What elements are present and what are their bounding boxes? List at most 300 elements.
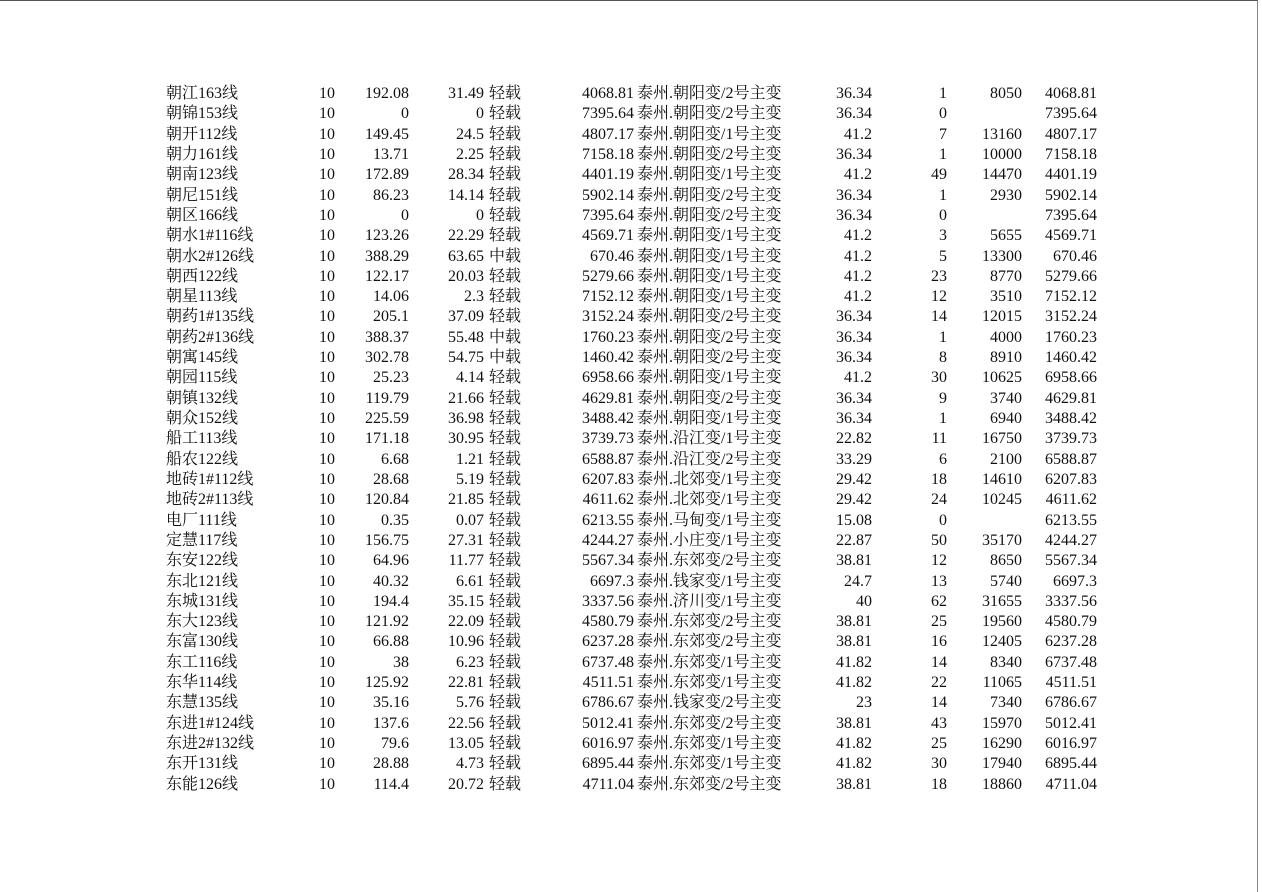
cell-status: 轻载 xyxy=(489,369,522,387)
cell-load-rate: 5.19 xyxy=(456,470,484,488)
cell-current: 14.06 xyxy=(373,288,409,306)
cell-voltage: 10 xyxy=(319,531,335,549)
cell-line: 朝水1#116线 xyxy=(166,227,254,245)
cell-transformer: 泰州.朝阳变/2号主变 xyxy=(637,186,782,204)
cell-margin: 6895.44 xyxy=(582,755,634,773)
cell-users: 43 xyxy=(931,714,947,732)
cell-margin: 4611.62 xyxy=(582,491,634,509)
cell-transformer: 泰州.济川变/1号主变 xyxy=(637,592,782,610)
cell-status: 轻载 xyxy=(489,775,522,793)
cell-status: 轻载 xyxy=(489,186,522,204)
cell-line: 定慧117线 xyxy=(166,531,238,549)
cell-transformer: 泰州.东郊变/2号主变 xyxy=(637,775,782,793)
cell-capacity: 40 xyxy=(856,592,872,610)
cell-voltage: 10 xyxy=(319,450,335,468)
cell-available: 6588.87 xyxy=(1045,450,1097,468)
table-row xyxy=(0,328,1200,348)
cell-capacity: 41.2 xyxy=(844,288,872,306)
cell-status: 轻载 xyxy=(489,735,522,752)
cell-voltage: 10 xyxy=(319,653,335,671)
cell-margin: 5279.66 xyxy=(582,267,634,285)
table-row xyxy=(0,714,1200,734)
cell-user-capacity: 16290 xyxy=(982,735,1022,752)
cell-transformer: 泰州.东郊变/2号主变 xyxy=(637,552,782,570)
cell-users: 18 xyxy=(931,470,947,488)
cell-current: 79.6 xyxy=(381,735,409,752)
cell-load-rate: 2.25 xyxy=(456,145,484,163)
cell-transformer: 泰州.东郊变/2号主变 xyxy=(637,714,782,732)
cell-capacity: 41.2 xyxy=(844,369,872,387)
cell-available: 4068.81 xyxy=(1045,85,1097,102)
table-row xyxy=(0,267,1200,287)
cell-line: 船工113线 xyxy=(166,430,238,448)
cell-available: 7158.18 xyxy=(1045,145,1097,163)
cell-load-rate: 22.81 xyxy=(448,674,484,692)
cell-available: 3739.73 xyxy=(1045,430,1097,448)
cell-transformer: 泰州.东郊变/1号主变 xyxy=(637,674,782,692)
cell-margin: 4711.04 xyxy=(582,775,634,793)
cell-load-rate: 21.85 xyxy=(448,491,484,509)
cell-voltage: 10 xyxy=(319,775,335,793)
cell-user-capacity xyxy=(947,511,1022,531)
cell-capacity: 29.42 xyxy=(836,470,872,488)
cell-available: 670.46 xyxy=(1053,247,1097,265)
cell-current: 35.16 xyxy=(373,694,409,712)
cell-capacity: 36.34 xyxy=(836,105,872,123)
cell-line: 地砖2#113线 xyxy=(166,491,254,509)
cell-margin: 4068.81 xyxy=(582,85,634,102)
cell-load-rate: 4.73 xyxy=(456,755,484,773)
cell-current: 40.32 xyxy=(373,572,409,590)
cell-line: 东富130线 xyxy=(166,633,239,651)
cell-status: 轻载 xyxy=(489,166,522,184)
cell-margin: 3488.42 xyxy=(582,410,634,427)
cell-current: 119.79 xyxy=(365,389,409,407)
cell-margin: 6697.3 xyxy=(590,572,634,590)
cell-line: 朝锦153线 xyxy=(166,105,239,123)
cell-users: 25 xyxy=(931,613,947,631)
cell-users: 1 xyxy=(939,186,947,204)
cell-available: 4711.04 xyxy=(1045,775,1097,793)
cell-user-capacity: 11065 xyxy=(982,674,1022,692)
cell-margin: 3337.56 xyxy=(582,592,634,610)
cell-voltage: 10 xyxy=(319,105,335,123)
cell-transformer: 泰州.朝阳变/1号主变 xyxy=(637,125,782,143)
cell-user-capacity: 8770 xyxy=(990,267,1022,285)
cell-user-capacity: 3510 xyxy=(990,288,1022,306)
cell-status: 轻载 xyxy=(489,389,522,407)
cell-available: 6958.66 xyxy=(1045,369,1097,387)
cell-available: 6697.3 xyxy=(1053,572,1097,590)
cell-users: 1 xyxy=(939,328,947,346)
cell-current: 122.17 xyxy=(365,267,409,285)
cell-current: 156.75 xyxy=(365,531,409,549)
cell-status: 轻载 xyxy=(489,653,522,671)
table-row xyxy=(0,734,1200,754)
cell-available: 1760.23 xyxy=(1045,328,1097,346)
cell-voltage: 10 xyxy=(319,613,335,631)
cell-capacity: 41.2 xyxy=(844,125,872,143)
cell-status: 轻载 xyxy=(489,267,522,285)
cell-transformer: 泰州.北郊变/1号主变 xyxy=(637,470,782,488)
cell-line: 朝西122线 xyxy=(166,267,239,285)
cell-line: 朝力161线 xyxy=(166,145,239,163)
cell-line: 东进1#124线 xyxy=(166,714,255,732)
table-row xyxy=(0,653,1200,673)
cell-available: 5567.34 xyxy=(1045,552,1097,570)
cell-user-capacity: 5655 xyxy=(990,227,1022,245)
cell-line: 朝水2#126线 xyxy=(166,247,255,265)
table-row xyxy=(0,307,1200,327)
cell-status: 轻载 xyxy=(489,105,522,123)
cell-transformer: 泰州.朝阳变/2号主变 xyxy=(637,328,782,346)
cell-margin: 670.46 xyxy=(590,247,634,265)
cell-voltage: 10 xyxy=(319,349,335,367)
cell-line: 地砖1#112线 xyxy=(166,470,254,488)
cell-users: 12 xyxy=(931,552,947,570)
cell-capacity: 24.7 xyxy=(844,572,872,590)
cell-status: 轻载 xyxy=(489,511,522,529)
cell-margin: 7395.64 xyxy=(582,206,634,224)
cell-current: 192.08 xyxy=(365,85,409,102)
cell-voltage: 10 xyxy=(319,166,335,184)
cell-user-capacity: 31655 xyxy=(982,592,1022,610)
cell-voltage: 10 xyxy=(319,125,335,143)
table-row xyxy=(0,450,1200,470)
cell-transformer: 泰州.马甸变/1号主变 xyxy=(637,511,782,529)
cell-available: 4401.19 xyxy=(1045,166,1097,184)
cell-line: 东安122线 xyxy=(166,552,239,570)
cell-load-rate: 22.29 xyxy=(448,227,484,245)
cell-available: 6237.28 xyxy=(1045,633,1097,651)
cell-load-rate: 21.66 xyxy=(448,389,484,407)
cell-capacity: 38.81 xyxy=(836,552,872,570)
cell-transformer: 泰州.东郊变/1号主变 xyxy=(637,755,782,773)
cell-capacity: 36.34 xyxy=(836,349,872,367)
cell-voltage: 10 xyxy=(319,572,335,590)
cell-status: 中载 xyxy=(489,247,522,265)
cell-user-capacity: 3740 xyxy=(990,389,1022,407)
cell-current: 388.37 xyxy=(365,328,409,346)
cell-voltage: 10 xyxy=(319,735,335,752)
cell-available: 4611.62 xyxy=(1045,491,1097,509)
cell-voltage: 10 xyxy=(319,511,335,529)
cell-status: 轻载 xyxy=(489,755,522,773)
cell-status: 轻载 xyxy=(489,206,522,224)
cell-line: 东开131线 xyxy=(166,755,239,773)
cell-current: 120.84 xyxy=(365,491,409,509)
cell-line: 朝尼151线 xyxy=(166,186,239,204)
cell-voltage: 10 xyxy=(319,288,335,306)
cell-current: 86.23 xyxy=(373,186,409,204)
cell-available: 4511.51 xyxy=(1045,674,1097,692)
cell-available: 4807.17 xyxy=(1045,125,1097,143)
cell-user-capacity: 14470 xyxy=(982,166,1022,184)
cell-load-rate: 4.14 xyxy=(456,369,484,387)
cell-users: 30 xyxy=(931,369,947,387)
cell-transformer: 泰州.沿江变/1号主变 xyxy=(637,430,782,448)
table-row xyxy=(0,409,1200,429)
cell-available: 7395.64 xyxy=(1045,105,1097,123)
cell-load-rate: 36.98 xyxy=(448,410,484,427)
cell-voltage: 10 xyxy=(319,369,335,387)
cell-current: 28.88 xyxy=(373,755,409,773)
table-row xyxy=(0,206,1200,226)
cell-capacity: 36.34 xyxy=(836,410,872,427)
table-row xyxy=(0,470,1200,490)
table-row xyxy=(0,754,1200,774)
cell-transformer: 泰州.东郊变/2号主变 xyxy=(637,633,782,651)
cell-available: 7395.64 xyxy=(1045,206,1097,224)
cell-load-rate: 5.76 xyxy=(456,694,484,712)
cell-voltage: 10 xyxy=(319,328,335,346)
cell-available: 5279.66 xyxy=(1045,267,1097,285)
cell-user-capacity: 6940 xyxy=(990,410,1022,427)
cell-transformer: 泰州.朝阳变/2号主变 xyxy=(637,206,782,224)
cell-voltage: 10 xyxy=(319,145,335,163)
cell-voltage: 10 xyxy=(319,85,335,102)
cell-voltage: 10 xyxy=(319,633,335,651)
cell-status: 轻载 xyxy=(489,674,522,692)
cell-available: 4244.27 xyxy=(1045,531,1097,549)
cell-load-rate: 0 xyxy=(476,206,484,224)
cell-line: 朝镇132线 xyxy=(166,389,239,407)
cell-current: 123.26 xyxy=(365,227,409,245)
table-row xyxy=(0,104,1200,124)
cell-line: 朝药2#136线 xyxy=(166,328,255,346)
cell-users: 9 xyxy=(939,389,947,407)
cell-available: 3152.24 xyxy=(1045,308,1097,326)
cell-current: 13.71 xyxy=(373,145,409,163)
cell-capacity: 38.81 xyxy=(836,775,872,793)
cell-users: 30 xyxy=(931,755,947,773)
table-row xyxy=(0,612,1200,632)
table-row xyxy=(0,226,1200,246)
cell-user-capacity: 15970 xyxy=(982,714,1022,732)
cell-voltage: 10 xyxy=(319,308,335,326)
cell-capacity: 38.81 xyxy=(836,714,872,732)
cell-available: 3337.56 xyxy=(1045,592,1097,610)
cell-margin: 3739.73 xyxy=(582,430,634,448)
cell-load-rate: 10.96 xyxy=(448,633,484,651)
cell-user-capacity: 2930 xyxy=(990,186,1022,204)
cell-voltage: 10 xyxy=(319,430,335,448)
cell-current: 388.29 xyxy=(365,247,409,265)
cell-transformer: 泰州.朝阳变/2号主变 xyxy=(637,349,782,367)
cell-voltage: 10 xyxy=(319,410,335,427)
cell-line: 朝区166线 xyxy=(166,206,239,224)
cell-capacity: 22.87 xyxy=(836,531,872,549)
cell-current: 125.92 xyxy=(365,674,409,692)
cell-current: 302.78 xyxy=(365,349,409,367)
cell-line: 电厂111线 xyxy=(166,511,237,529)
cell-margin: 6016.97 xyxy=(582,735,634,752)
cell-transformer: 泰州.沿江变/2号主变 xyxy=(637,450,782,468)
cell-current: 66.88 xyxy=(373,633,409,651)
cell-capacity: 36.34 xyxy=(836,308,872,326)
cell-user-capacity: 17940 xyxy=(982,755,1022,773)
cell-line: 东北121线 xyxy=(166,572,239,590)
cell-status: 轻载 xyxy=(489,552,522,570)
cell-current: 6.68 xyxy=(381,450,409,468)
cell-available: 6016.97 xyxy=(1045,735,1097,752)
cell-line: 朝园115线 xyxy=(166,369,238,387)
cell-user-capacity: 35170 xyxy=(982,531,1022,549)
cell-user-capacity: 13160 xyxy=(982,125,1022,143)
cell-status: 轻载 xyxy=(489,145,522,163)
cell-load-rate: 13.05 xyxy=(448,735,484,752)
cell-transformer: 泰州.朝阳变/1号主变 xyxy=(637,410,782,427)
cell-voltage: 10 xyxy=(319,755,335,773)
cell-load-rate: 1.21 xyxy=(456,450,484,468)
cell-capacity: 29.42 xyxy=(836,491,872,509)
cell-capacity: 41.2 xyxy=(844,227,872,245)
cell-margin: 7152.12 xyxy=(582,288,634,306)
table-row xyxy=(0,145,1200,165)
cell-users: 23 xyxy=(931,267,947,285)
cell-load-rate: 24.5 xyxy=(456,125,484,143)
cell-capacity: 36.34 xyxy=(836,85,872,102)
cell-line: 朝开112线 xyxy=(166,125,238,143)
cell-user-capacity: 19560 xyxy=(982,613,1022,631)
cell-current: 137.6 xyxy=(373,714,409,732)
cell-current: 0 xyxy=(401,105,409,123)
table-row xyxy=(0,775,1200,795)
cell-voltage: 10 xyxy=(319,267,335,285)
cell-margin: 6588.87 xyxy=(582,450,634,468)
cell-line: 朝江163线 xyxy=(166,85,239,102)
cell-transformer: 泰州.朝阳变/2号主变 xyxy=(637,389,782,407)
cell-load-rate: 35.15 xyxy=(448,592,484,610)
cell-transformer: 泰州.钱家变/2号主变 xyxy=(637,694,782,712)
cell-load-rate: 55.48 xyxy=(448,328,484,346)
cell-margin: 4569.71 xyxy=(582,227,634,245)
cell-capacity: 41.2 xyxy=(844,166,872,184)
cell-users: 1 xyxy=(939,145,947,163)
cell-users: 0 xyxy=(939,206,947,224)
cell-status: 轻载 xyxy=(489,125,522,143)
cell-status: 轻载 xyxy=(489,410,522,427)
cell-load-rate: 6.61 xyxy=(456,572,484,590)
cell-available: 6895.44 xyxy=(1045,755,1097,773)
cell-users: 49 xyxy=(931,166,947,184)
cell-load-rate: 6.23 xyxy=(456,653,484,671)
cell-capacity: 41.82 xyxy=(836,653,872,671)
cell-transformer: 泰州.朝阳变/2号主变 xyxy=(637,145,782,163)
cell-margin: 1760.23 xyxy=(582,328,634,346)
cell-voltage: 10 xyxy=(319,552,335,570)
cell-line: 朝药1#135线 xyxy=(166,308,255,326)
cell-voltage: 10 xyxy=(319,491,335,509)
cell-users: 14 xyxy=(931,694,947,712)
cell-status: 轻载 xyxy=(489,227,522,245)
cell-users: 13 xyxy=(931,572,947,590)
cell-users: 14 xyxy=(931,653,947,671)
cell-line: 朝南123线 xyxy=(166,166,239,184)
cell-load-rate: 31.49 xyxy=(448,85,484,102)
cell-status: 轻载 xyxy=(489,430,522,448)
cell-user-capacity: 14610 xyxy=(982,470,1022,488)
cell-load-rate: 22.56 xyxy=(448,714,484,732)
cell-capacity: 36.34 xyxy=(836,206,872,224)
table-row xyxy=(0,572,1200,592)
cell-voltage: 10 xyxy=(319,206,335,224)
cell-users: 24 xyxy=(931,491,947,509)
cell-line: 东进2#132线 xyxy=(166,735,255,752)
cell-user-capacity: 2100 xyxy=(990,450,1022,468)
cell-voltage: 10 xyxy=(319,186,335,204)
cell-user-capacity: 8650 xyxy=(990,552,1022,570)
table-row xyxy=(0,592,1200,612)
cell-load-rate: 54.75 xyxy=(448,349,484,367)
cell-users: 12 xyxy=(931,288,947,306)
cell-transformer: 泰州.朝阳变/1号主变 xyxy=(637,369,782,387)
cell-load-rate: 37.09 xyxy=(448,308,484,326)
cell-load-rate: 2.3 xyxy=(464,288,484,306)
table-row xyxy=(0,368,1200,388)
cell-users: 1 xyxy=(939,410,947,427)
cell-status: 轻载 xyxy=(489,592,522,610)
cell-transformer: 泰州.朝阳变/1号主变 xyxy=(637,166,782,184)
table-row xyxy=(0,287,1200,307)
cell-user-capacity: 13300 xyxy=(982,247,1022,265)
cell-available: 5012.41 xyxy=(1045,714,1097,732)
cell-available: 4629.81 xyxy=(1045,389,1097,407)
cell-margin: 4511.51 xyxy=(582,674,634,692)
cell-status: 轻载 xyxy=(489,613,522,631)
cell-margin: 5567.34 xyxy=(582,552,634,570)
cell-capacity: 33.29 xyxy=(836,450,872,468)
cell-users: 5 xyxy=(939,247,947,265)
cell-users: 0 xyxy=(939,511,947,529)
cell-status: 轻载 xyxy=(489,491,522,509)
cell-current: 38 xyxy=(393,653,409,671)
cell-current: 225.59 xyxy=(365,410,409,427)
cell-line: 东城131线 xyxy=(166,592,239,610)
cell-user-capacity: 8050 xyxy=(990,85,1022,102)
cell-users: 1 xyxy=(939,85,947,102)
cell-status: 轻载 xyxy=(489,714,522,732)
cell-line: 东能126线 xyxy=(166,775,239,793)
table-row xyxy=(0,511,1200,531)
cell-available: 3488.42 xyxy=(1045,410,1097,427)
cell-available: 6207.83 xyxy=(1045,470,1097,488)
cell-current: 64.96 xyxy=(373,552,409,570)
cell-status: 轻载 xyxy=(489,308,522,326)
cell-users: 16 xyxy=(931,633,947,651)
cell-capacity: 41.82 xyxy=(836,735,872,752)
cell-user-capacity: 7340 xyxy=(990,694,1022,712)
cell-current: 149.45 xyxy=(365,125,409,143)
cell-available: 6737.48 xyxy=(1045,653,1097,671)
cell-capacity: 36.34 xyxy=(836,389,872,407)
table-row xyxy=(0,531,1200,551)
cell-transformer: 泰州.朝阳变/2号主变 xyxy=(637,105,782,123)
cell-margin: 5012.41 xyxy=(582,714,634,732)
cell-current: 194.4 xyxy=(373,592,409,610)
data-table xyxy=(0,84,1200,795)
cell-capacity: 23 xyxy=(856,694,872,712)
cell-users: 3 xyxy=(939,227,947,245)
cell-line: 东工116线 xyxy=(166,653,238,671)
cell-capacity: 41.2 xyxy=(844,247,872,265)
cell-status: 轻载 xyxy=(489,572,522,590)
cell-margin: 5902.14 xyxy=(582,186,634,204)
cell-load-rate: 0.07 xyxy=(456,511,484,529)
cell-load-rate: 27.31 xyxy=(448,531,484,549)
cell-voltage: 10 xyxy=(319,247,335,265)
cell-user-capacity xyxy=(947,104,1022,124)
